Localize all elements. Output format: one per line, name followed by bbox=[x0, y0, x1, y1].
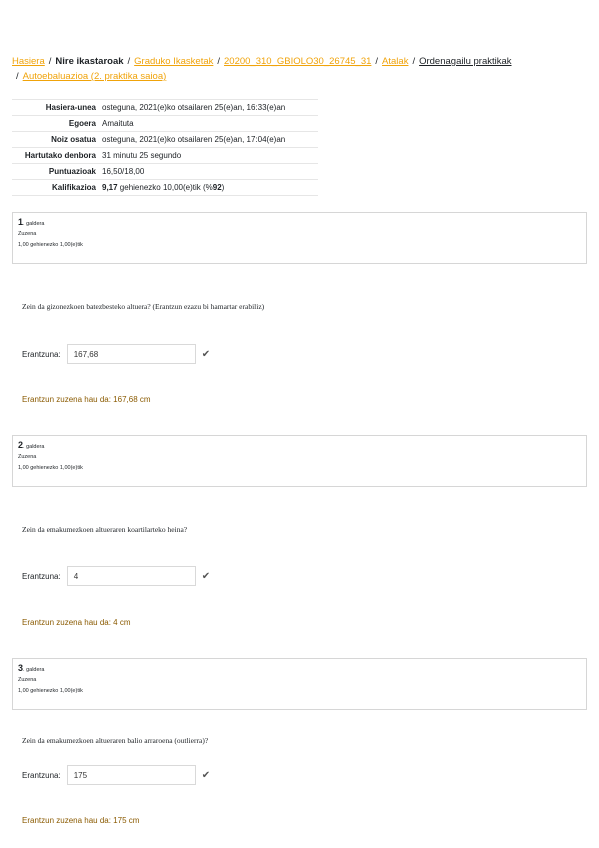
question-state: Zuzena bbox=[18, 231, 37, 237]
summary-label: Noiz osatua bbox=[51, 135, 96, 144]
question-number: 1 bbox=[18, 217, 24, 227]
attempt-summary-table bbox=[12, 99, 318, 196]
question-grade: 1,00 gehienezko 1,00(e)tik bbox=[18, 465, 83, 471]
answer-label: Erantzuna: bbox=[22, 349, 61, 359]
summary-label: Hasiera-unea bbox=[45, 103, 96, 112]
breadcrumb-course-link[interactable]: 20200_310_GBIOLO30_26745_31 bbox=[224, 56, 372, 67]
summary-row-state bbox=[12, 116, 318, 132]
breadcrumb-separator: / bbox=[217, 56, 221, 67]
question-info-2: 2. galdera Zuzena 1,00 gehienezko 1,00(e)tik bbox=[12, 435, 587, 487]
summary-value: 31 minutu 25 segundo bbox=[102, 151, 182, 160]
breadcrumb-separator: / bbox=[48, 56, 52, 67]
answer-row bbox=[22, 765, 210, 785]
breadcrumb-separator: / bbox=[16, 71, 19, 82]
question-grade: 1,00 gehienezko 1,00(e)tik bbox=[18, 688, 83, 694]
question-state: Zuzena bbox=[18, 677, 37, 683]
breadcrumb-separator: / bbox=[375, 56, 379, 67]
breadcrumb-section-name[interactable]: Ordenagailu praktikak bbox=[419, 56, 512, 67]
breadcrumb-my-courses: Nire ikastaroak bbox=[55, 56, 124, 67]
summary-row-grade bbox=[12, 180, 318, 196]
answer-input[interactable]: 175 bbox=[67, 765, 196, 785]
question-label: galdera bbox=[26, 444, 45, 450]
breadcrumb-degree-courses-link[interactable]: Graduko Ikasketak bbox=[134, 56, 214, 67]
summary-label: Egoera bbox=[68, 119, 96, 128]
question-state: Zuzena bbox=[18, 454, 37, 460]
question-text: Zein da emakumezkoen altueraren balio arraroena (outlierra)? bbox=[22, 736, 209, 745]
answer-label: Erantzuna: bbox=[22, 571, 61, 581]
question-number: 3 bbox=[18, 663, 24, 673]
check-icon: ✔ bbox=[201, 769, 211, 781]
breadcrumb bbox=[12, 54, 582, 84]
correct-answer-feedback: Erantzun zuzena hau da: 4 cm bbox=[22, 618, 131, 627]
correct-answer-feedback: Erantzun zuzena hau da: 167,68 cm bbox=[22, 395, 151, 404]
summary-label: Hartutako denbora bbox=[24, 151, 96, 160]
question-text: Zein da emakumezkoen altueraren koartilarteko heina? bbox=[22, 525, 188, 534]
answer-row bbox=[22, 344, 210, 364]
summary-row-completed bbox=[12, 132, 318, 148]
answer-input[interactable]: 167,68 bbox=[67, 344, 196, 364]
grade-percent: 92 bbox=[212, 183, 222, 192]
summary-value bbox=[102, 180, 318, 196]
breadcrumb-separator: / bbox=[412, 56, 416, 67]
summary-value: Amaituta bbox=[102, 119, 134, 128]
breadcrumb-sections-link[interactable]: Atalak bbox=[382, 56, 409, 67]
breadcrumb-quiz-link[interactable]: Autoebaluazioa (2. praktika saioa) bbox=[22, 71, 167, 82]
question-number: 2 bbox=[18, 440, 24, 450]
summary-value: 16,50/18,00 bbox=[102, 167, 145, 176]
grade-text: gehienezko 10,00(e)tik (% bbox=[117, 183, 213, 192]
grade-text-end: ) bbox=[221, 183, 225, 192]
check-icon: ✔ bbox=[201, 570, 211, 582]
correct-answer-feedback: Erantzun zuzena hau da: 175 cm bbox=[22, 816, 140, 825]
summary-row-marks bbox=[12, 164, 318, 180]
question-text: Zein da gizonezkoen batezbesteko altuera? (Erantzun ezazu bi hamartar erabiliz) bbox=[22, 302, 265, 311]
question-label: galdera bbox=[26, 667, 45, 673]
summary-value: osteguna, 2021(e)ko otsailaren 25(e)an, 16:33(e)an bbox=[102, 103, 286, 112]
answer-row bbox=[22, 566, 210, 586]
question-info-3: 3. galdera Zuzena 1,00 gehienezko 1,00(e)tik bbox=[12, 658, 587, 710]
question-label: galdera bbox=[26, 221, 45, 227]
summary-row-start bbox=[12, 100, 318, 116]
question-info-1: 1. galdera Zuzena 1,00 gehienezko 1,00(e)tik bbox=[12, 212, 587, 264]
summary-value: osteguna, 2021(e)ko otsailaren 25(e)an, 17:04(e)an bbox=[102, 135, 286, 144]
check-icon: ✔ bbox=[201, 348, 211, 360]
breadcrumb-separator: / bbox=[127, 56, 131, 67]
summary-label: Puntuazioak bbox=[48, 167, 96, 176]
breadcrumb-home-link[interactable]: Hasiera bbox=[12, 56, 45, 67]
question-grade: 1,00 gehienezko 1,00(e)tik bbox=[18, 242, 83, 248]
summary-label: Kalifikazioa bbox=[51, 183, 96, 192]
answer-input[interactable]: 4 bbox=[67, 566, 196, 586]
summary-row-time-taken bbox=[12, 148, 318, 164]
answer-label: Erantzuna: bbox=[22, 770, 61, 780]
grade-value: 9,17 bbox=[102, 183, 118, 192]
